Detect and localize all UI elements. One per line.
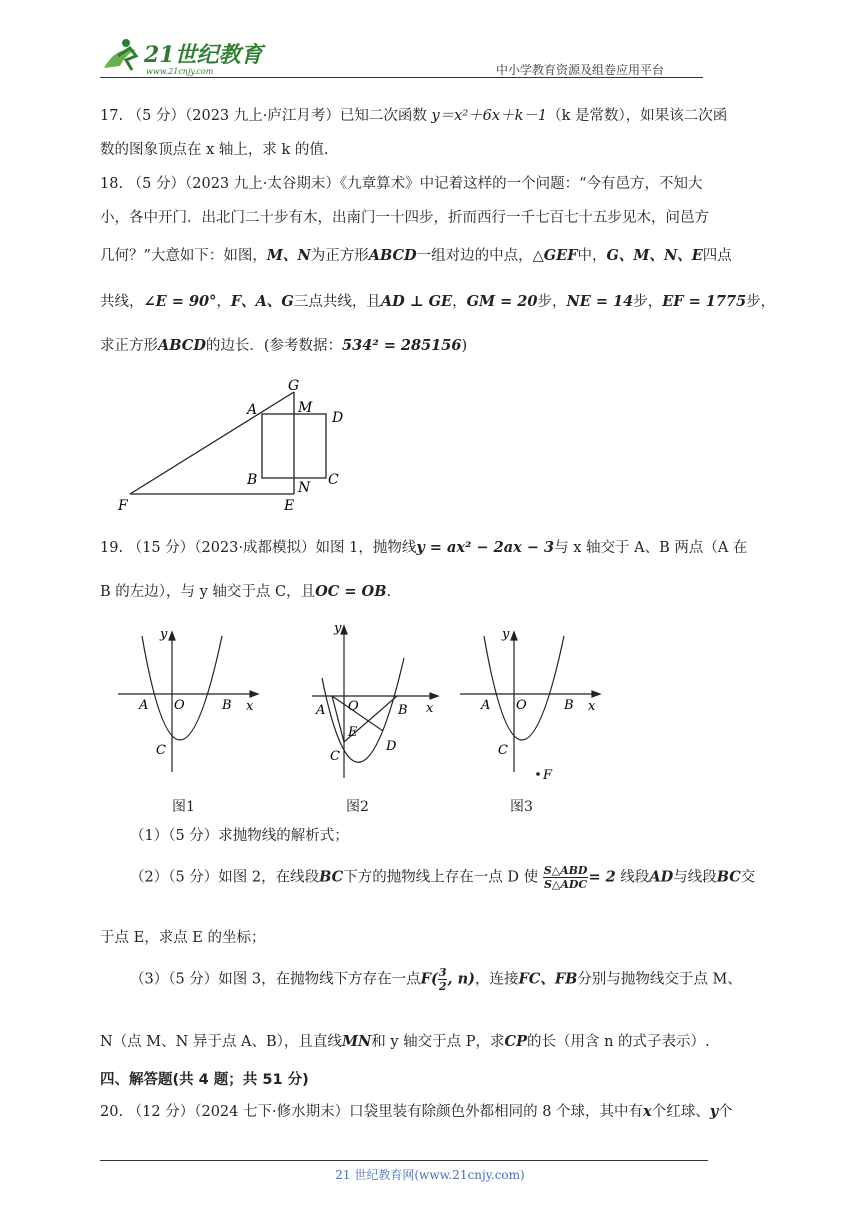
label-O: O <box>174 698 185 713</box>
line-FG <box>130 392 294 494</box>
label-B: B <box>247 472 258 488</box>
q18-line3: 几何？”大意如下：如图，M、N为正方形ABCD一组对边的中点，△GEF中，G、M、N、E四点 <box>100 247 732 264</box>
site-logo[interactable] <box>96 36 266 76</box>
q18-line4: 共线，∠E = 90°，F、A、G三点共线，且AD ⊥ GE，GM = 20步，NE = 14步，EF = 1775步， <box>100 293 776 310</box>
platform-text: 中小学教育资源及组卷应用平台 <box>496 63 665 77</box>
label-F: F <box>543 768 553 783</box>
label-B: B <box>564 698 574 713</box>
q18-square-figure <box>112 372 352 520</box>
q19-part2-line1: （2）（5 分）如图 2，在线段BC下方的抛物线上存在一点 D 使 S△ABD S△ADC = 2 线段AD与线段BC交 <box>130 864 756 891</box>
section-title: 四、解答题(共 4 题；共 51 分) <box>100 1072 309 1088</box>
label-D: D <box>332 410 344 426</box>
y-axis-arrow <box>511 632 517 640</box>
q17-line1: 17. （5 分）（2023 九上·庐江月考）已知二次函数 y＝x²＋6x＋k－1（k 是常数），如果该二次函 <box>100 108 728 124</box>
fig3-caption: 图3 <box>510 799 533 815</box>
q18-line1: 18. （5 分）（2023 九上·太谷期末）《九章算术》中记着这样的一个问题：“今有邑方，不知大 <box>100 176 703 192</box>
footer-link[interactable]: 21 世纪教育网(www.21cnjy.com) <box>335 1168 525 1182</box>
q19-figure-2 <box>308 618 444 788</box>
footer-divider <box>100 1160 708 1161</box>
logo-runner-icon <box>96 36 266 76</box>
label-A: A <box>316 703 326 718</box>
q19-figure-1 <box>112 622 264 782</box>
label-C: C <box>156 743 166 758</box>
y-axis-arrow <box>341 626 347 634</box>
fig2-caption: 图2 <box>346 799 369 815</box>
header-divider <box>100 77 703 78</box>
label-y: y <box>502 627 510 642</box>
label-x: x <box>246 699 254 714</box>
x-axis-arrow <box>592 691 600 697</box>
label-G: G <box>288 378 300 394</box>
label-C: C <box>330 749 340 764</box>
label-O: O <box>348 699 359 714</box>
label-C: C <box>498 743 508 758</box>
label-x: x <box>426 701 434 716</box>
label-E: E <box>284 498 295 514</box>
q19-figure-3 <box>454 622 606 788</box>
label-y: y <box>334 621 342 636</box>
q19-part2-line2: 于点 E，求点 E 的坐标； <box>100 930 266 946</box>
label-A: A <box>481 698 491 713</box>
label-O: O <box>516 698 527 713</box>
label-B: B <box>222 698 232 713</box>
q20-line1: 20. （12 分）（2024 七下·修水期末）口袋里装有除颜色外都相同的 8 个球，其中有x个红球、y个 <box>100 1103 733 1120</box>
label-D: D <box>386 739 397 754</box>
label-y: y <box>160 627 168 642</box>
q19-part1: （1）（5 分）求抛物线的解析式； <box>130 828 349 844</box>
label-N: N <box>298 480 311 496</box>
q19-part3-line1: （3）（5 分）如图 3，在抛物线下方存在一点F( $\frac{3}{2}$ , n)，连接FC、FB分别与抛物线交于点 M、 <box>130 966 742 993</box>
fig1-caption: 图1 <box>172 799 195 815</box>
q19-line1: 19. （15 分）（2023·成都模拟）如图 1，抛物线y = ax² − 2ax − 3与 x 轴交于 A、B 两点（A 在 <box>100 539 748 556</box>
point-F <box>536 772 540 776</box>
q18-line5: 求正方形ABCD的边长．(参考数据：534² = 285156) <box>100 337 468 354</box>
logo-url: www.21cnjy.com <box>146 67 214 76</box>
q17-line2: 数的图象顶点在 x 轴上，求 k 的值. <box>100 142 329 158</box>
logo-text: 21世纪教育 <box>144 42 263 68</box>
label-A: A <box>247 402 258 418</box>
q18-line2: 小，各中开门．出北门二十步有木，出南门一十四步，折而西行一千七百七十五步见木，问邑方 <box>100 210 709 226</box>
label-x: x <box>588 699 596 714</box>
label-C: C <box>328 472 339 488</box>
label-E: E <box>348 725 358 740</box>
label-B: B <box>398 703 408 718</box>
parabola <box>484 636 564 740</box>
label-A: A <box>139 698 149 713</box>
x-axis-arrow <box>430 693 438 699</box>
label-F: F <box>118 498 128 514</box>
y-axis-arrow <box>169 632 175 640</box>
parabola <box>142 636 222 740</box>
x-axis-arrow <box>250 691 258 697</box>
q19-part3-line2: N（点 M、N 异于点 A、B），且直线MN和 y 轴交于点 P，求CP的长（用含 n 的式子表示）. <box>100 1033 710 1050</box>
label-M: M <box>298 400 313 416</box>
q19-line2: B 的左边），与 y 轴交于点 C，且OC = OB. <box>100 583 392 600</box>
ratio-fraction: S△ABD S△ADC <box>543 864 588 891</box>
